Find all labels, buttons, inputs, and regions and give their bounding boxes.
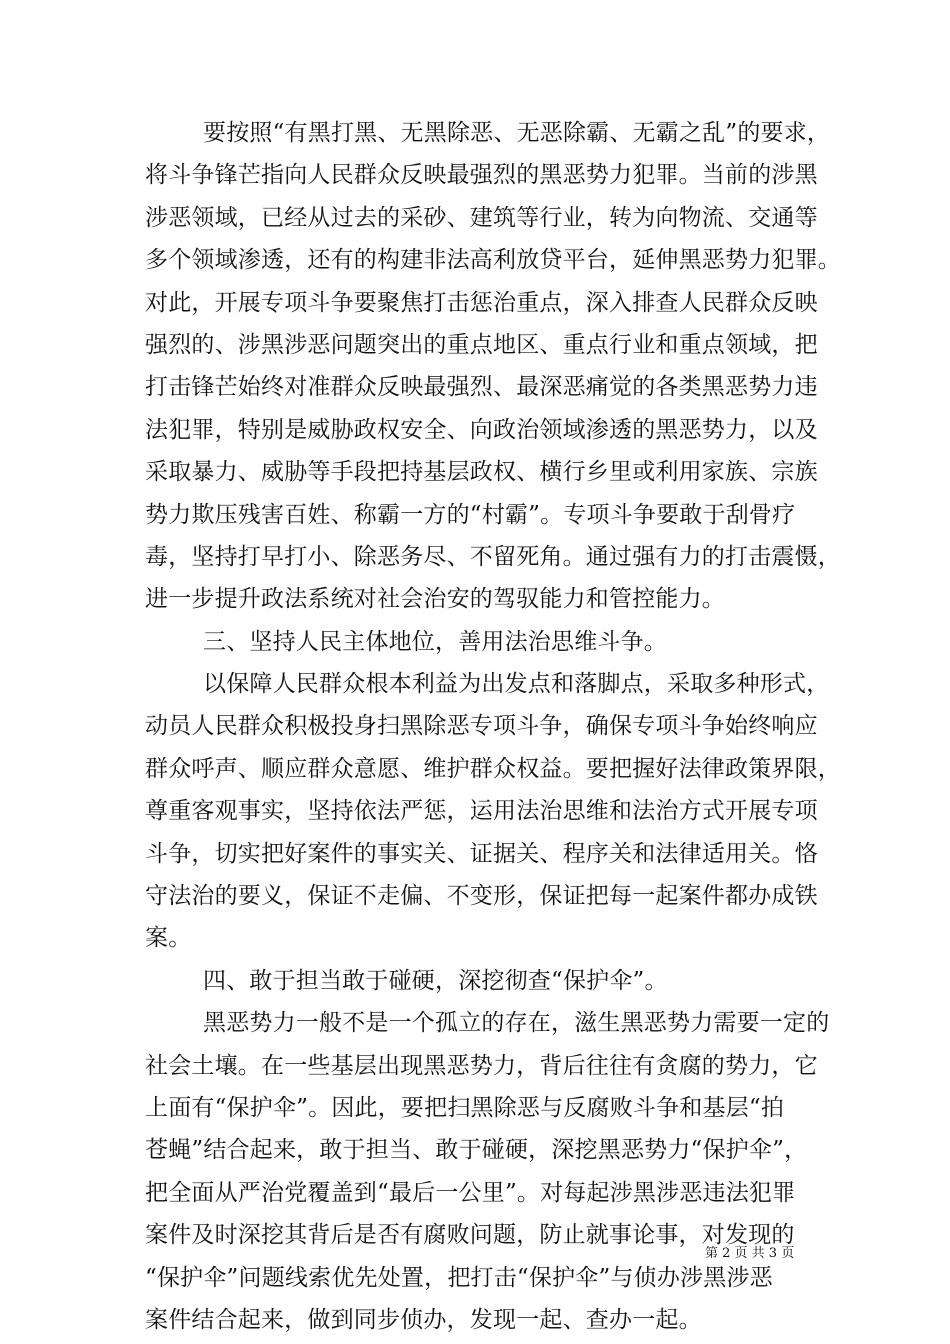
text-line: 黑恶势力一般不是一个孤立的存在，滋生黑恶势力需要一定的 [203,1010,830,1037]
section-heading-4: 四、敢于担当敢于碰硬，深挖彻查“保护伞”。 [203,967,668,994]
text-line: 上面有“保护伞”。因此，要把扫黑除恶与反腐败斗争和基层“拍 [145,1094,785,1121]
text-line: 毒，坚持打早打小、除恶务尽、不留死角。通过强有力的打击震慑， [145,543,841,570]
section-heading-3: 三、坚持人民主体地位，善用法治思维斗争。 [203,628,667,655]
text-line: 采取暴力、威胁等手段把持基层政权、横行乡里或利用家族、宗族 [145,459,818,486]
text-line: 要按照“有黑打黑、无黑除恶、无恶除霸、无霸之乱”的要求， [203,120,831,146]
text-line: 将斗争锋芒指向人民群众反映最强烈的黑恶势力犯罪。当前的涉黑 [145,162,818,189]
text-line: 斗争，切实把好案件的事实关、证据关、程序关和法律适用关。恪 [145,840,818,867]
page-number-footer: 第 2 页 共 3 页 [705,1246,795,1261]
text-line: 打击锋芒始终对准群众反映最强烈、最深恶痛觉的各类黑恶势力违 [145,374,818,401]
text-line: 把全面从严治党覆盖到“最后一公里”。对每起涉黑涉恶违法犯罪 [145,1179,796,1206]
document-body [145,112,841,1341]
text-line: 以保障人民群众根本利益为出发点和落脚点，采取多种形式， [203,671,830,698]
text-line: 苍蝇”结合起来，敢于担当、敢于碰硬，深挖黑恶势力“保护伞”， [145,1137,808,1164]
text-line: 强烈的、涉黑涉恶问题突出的重点地区、重点行业和重点领域，把 [145,331,818,358]
text-line: 群众呼声、顺应群众意愿、维护群众权益。要把握好法律政策界限， [145,755,841,782]
text-line: 对此，开展专项斗争要聚焦打击惩治重点，深入排查人民群众反映 [145,289,818,316]
text-line: 多个领域渗透，还有的构建非法高利放贷平台，延伸黑恶势力犯罪。 [145,247,841,274]
text-line: 案件结合起来，做到同步侦办，发现一起、查办一起。 [145,1306,702,1333]
text-line: 尊重客观事实，坚持依法严惩，运用法治思维和法治方式开展专项 [145,798,818,825]
text-line: 进一步提升政法系统对社会治安的驾驭能力和管控能力。 [145,586,725,613]
text-line: 法犯罪，特别是威胁政权安全、向政治领域渗透的黑恶势力，以及 [145,416,818,443]
text-line: 案。 [145,925,192,952]
text-line: 社会土壤。在一些基层出现黑恶势力，背后往往有贪腐的势力，它 [145,1052,818,1079]
text-line: 势力欺压残害百姓、称霸一方的“村霸”。专项斗争要敢于刮骨疗 [145,501,796,528]
text-line: 守法治的要义，保证不走偏、不变形，保证把每一起案件都办成铁 [145,883,818,910]
text-line: 案件及时深挖其背后是否有腐败问题，防止就事论事，对发现的 [145,1222,795,1249]
text-line: 涉恶领域，已经从过去的采砂、建筑等行业，转为向物流、交通等 [145,204,818,231]
text-line: 动员人民群众积极投身扫黑除恶专项斗争，确保专项斗争始终响应 [145,713,818,740]
text-line: “保护伞”问题线索优先处置，把打击“保护伞”与侦办涉黑涉恶 [145,1264,773,1291]
